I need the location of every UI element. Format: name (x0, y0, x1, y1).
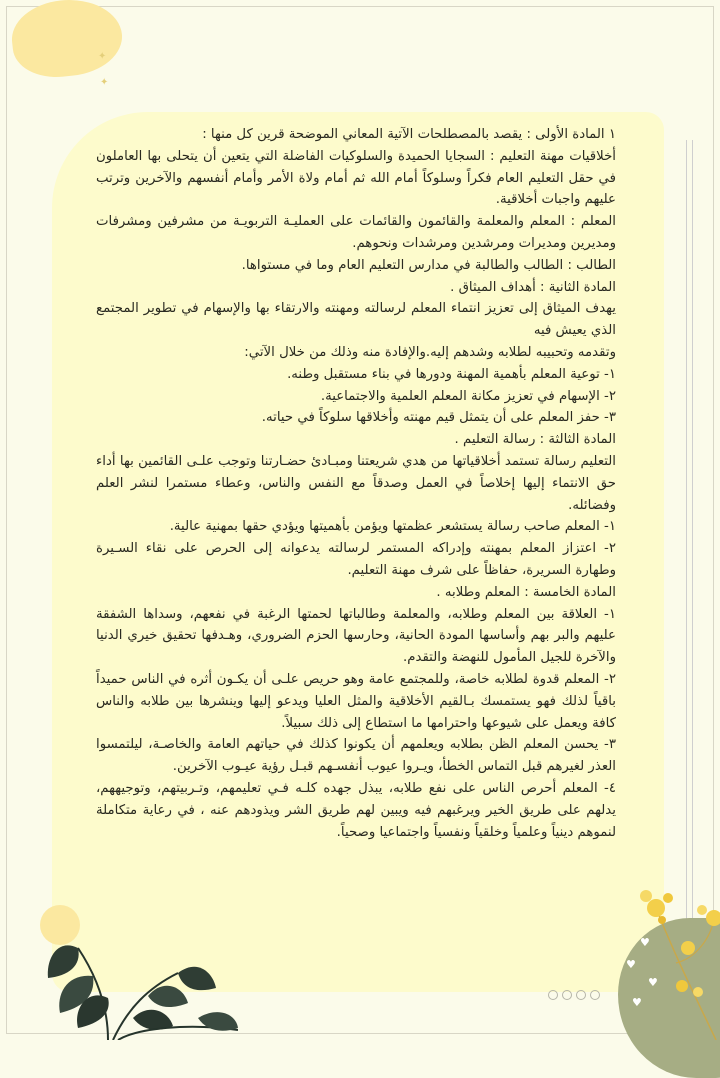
paragraph-14: ٢- اعتزاز المعلم بمهنته وإدراكه المستمر لرسالته يدعوانه إلى الحرص على نقاء السـيرة وطهارة السريرة، حفاظاً على شرف مهنة التعليم. (96, 541, 616, 578)
dot-icon (548, 990, 558, 1000)
paragraph-17: ٢- المعلم قدوة لطلابه خاصة، وللمجتمع عامة وهو حريص علـى أن يكـون أثره في الناس حميداً باقياً لذلك فهو يستمسك بـالقيم الأخلاقية والمثل العليا ويدعو إليها وينشرها بين طلابه والناس كافة ويعمل على شيوعها واحترامها ما استطاع إلى ذلك سبيلاً. (96, 671, 616, 731)
heart-icon: ♥ (648, 976, 658, 989)
paragraph-15: المادة الخامسة : المعلم وطلابه . (436, 584, 616, 600)
plant-left-icon (38, 918, 238, 1040)
sparkle-icon: ✦ (98, 51, 107, 62)
paragraph-1: ١ المادة الأولى : يقصد بالمصطلحات الآتية المعاني الموضحة قرين كل منها : (202, 127, 616, 142)
paragraph-7: وتقدمه وتحبيبه لطلابه وشدهم إليه.والإفادة منه وذلك من خلال الآتي: (244, 344, 616, 360)
heart-icon: ♥ (640, 936, 650, 949)
paragraph-13: ١- المعلم صاحب رسالة يستشعر عظمتها ويؤمن بأهميتها ويؤدي حقها بمهنية عالية. (169, 519, 616, 535)
paragraph-3: المعلم : المعلم والمعلمة والقائمون والقائمات على العمليـة التربويـة من مشرفين ومشرفات ومديرين ومديرات ومرشدين ومرشدات ونحوهم. (96, 214, 616, 251)
dot-icon (590, 990, 600, 1000)
paragraph-19: ٤- المعلم أحرص الناس على نفع طلابه، يبذل جهده كلـه فـي تعليمهم، وتـربيتهم، وتوجيههم، يدلهم على طريق الخير ويرغبهم فيه ويبين لهم طريق الشر ويذودهم عنه ، في رعاية متكاملة لنموهم دينياً وعلمياً وخلقياً ونفسياً واجتماعيا وصحياً. (96, 780, 616, 840)
paragraph-10: ٣- حفز المعلم على أن يتمثل قيم مهنته وأخلاقها سلوكاً في حياته. (261, 410, 616, 426)
paragraph-11: المادة الثالثة : رسالة التعليم . (454, 432, 616, 448)
heart-icon: ♥ (632, 996, 642, 1009)
paragraph-12: التعليم رسالة تستمد أخلاقياتها من هدي شريعتنا ومبـادئ حضـارتنا وتوجب علـى القائمين بها أداء حق الانتماء إليها إخلاصاً في العمل وصدقاً مع النفس والناس، وعطاء مستمرا لنشر العلم وفضائله. (96, 453, 616, 513)
paragraph-8: ١- توعية المعلم بأهمية المهنة ودورها في بناء مستقبل وطنه. (287, 366, 616, 382)
sparkle-icon: ✦ (100, 77, 109, 88)
paragraph-2: أخلاقيات مهنة التعليم : السجايا الحميدة والسلوكيات الفاضلة التي يتعين أن يتحلى بها العاملون في حقل التعليم العام فكراً وسلوكاً أمام الله ثم أمام ولاة الأمر وأمام أنفسهم والآخرين وترتب عليهم واجبات أخلاقية. (96, 148, 616, 208)
dot-icon (562, 990, 572, 1000)
decorative-dots (548, 990, 600, 1000)
paragraph-9: ٢- الإسهام في تعزيز مكانة المعلم العلمية والاجتماعية. (320, 388, 616, 404)
vertical-lines (686, 140, 696, 970)
flower-branch-icon (616, 868, 720, 1040)
dot-icon (576, 990, 586, 1000)
paragraph-5: المادة الثانية : أهداف الميثاق . (450, 279, 616, 295)
paragraph-4: الطالب : الطالب والطالبة في مدارس التعليم العام وما في مستواها. (241, 257, 616, 273)
paragraph-6: يهدف الميثاق إلى تعزيز انتماء المعلم لرسالته ومهنته والارتقاء بها والإسهام في تطوير المجتمع الذي يعيش فيه (96, 301, 616, 339)
document-text (96, 124, 616, 843)
paragraph-18: ٣- يحسن المعلم الظن بطلابه ويعلمهم أن يكونوا كذلك في حياتهم العامة والخاصـة، ليلتمسوا العذر لغيرهم قبل التماس الخطأ، ويـروا عيوب أنفسـهم قبـل رؤية عيـوب الآخرين. (96, 737, 616, 775)
paragraph-16: ١- العلاقة بين المعلم وطلابه، والمعلمة وطالباتها لحمتها الرغبة في نفعهم، وسداها الشفقة عليهم والبر بهم وأساسها المودة الحانية، وحارسها الحزم الضروري، وهـدفها تحقيق خيري الدنيا والآخرة للجيل المأمول للنهضة والتقدم. (96, 606, 616, 666)
heart-icon: ♥ (626, 958, 636, 971)
